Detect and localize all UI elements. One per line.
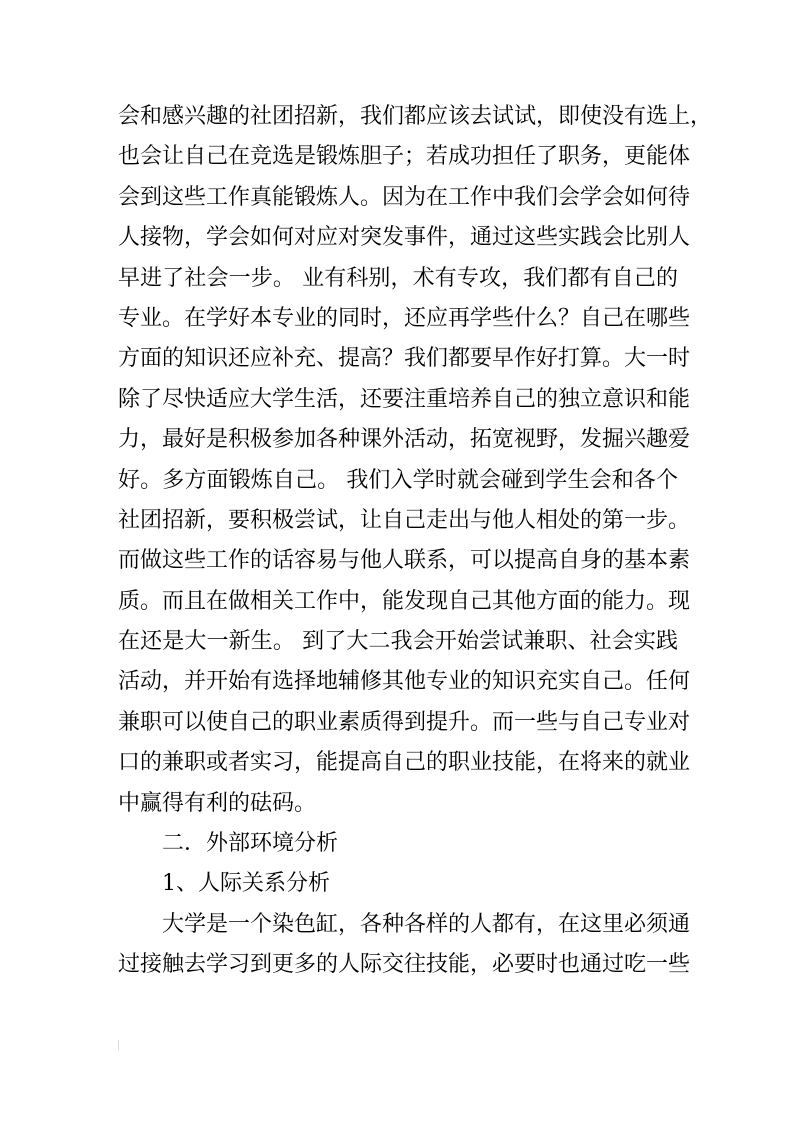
text-line: 口的兼职或者实习，能提高自己的职业技能，在将来的就业 bbox=[118, 750, 691, 776]
text-line: 社团招新，要积极尝试，让自己走出与他人相处的第一步。 bbox=[118, 507, 691, 533]
text-line: 兼职可以使自己的职业素质得到提升。而一些与自己专业对 bbox=[118, 709, 691, 735]
text-line: 而做这些工作的话容易与他人联系，可以提高自身的基本素 bbox=[118, 548, 691, 574]
paragraph-line: 大学是一个染色缸，各种各样的人都有，在这里必须通 bbox=[162, 911, 691, 937]
text-line: 也会让自己在竞选是锻炼胆子；若成功担任了职务，更能体 bbox=[118, 144, 691, 170]
text-line: 人接物，学会如何对应对突发事件，通过这些实践会比别人 bbox=[118, 225, 691, 251]
text-line: 活动，并开始有选择地辅修其他专业的知识充实自己。任何 bbox=[118, 669, 691, 695]
text-line: 会到这些工作真能锻炼人。因为在工作中我们会学会如何待 bbox=[118, 184, 691, 210]
text-line: 质。而且在做相关工作中，能发现自己其他方面的能力。现 bbox=[118, 588, 691, 614]
body-text bbox=[118, 97, 713, 986]
text-line: 力，最好是积极参加各种课外活动，拓宽视野，发掘兴趣爱 bbox=[118, 427, 691, 453]
text-line: 会和感兴趣的社团招新，我们都应该去试试，即使没有选上， bbox=[118, 104, 713, 129]
text-line: 在还是大一新生。 到了大二我会开始尝试兼职、社会实践 bbox=[118, 629, 678, 655]
text-line: 方面的知识还应补充、提高？我们都要早作好打算。大一时 bbox=[118, 346, 691, 372]
text-line: 好。多方面锻炼自己。 我们入学时就会碰到学生会和各个 bbox=[118, 467, 678, 493]
text-line: 除了尽快适应大学生活，还要注重培养自己的独立意识和能 bbox=[118, 386, 691, 412]
section-heading: 二．外部环境分析 bbox=[162, 831, 339, 857]
page-corner-mark bbox=[118, 1040, 119, 1050]
text-line: 专业。在学好本专业的同时，还应再学些什么？自己在哪些 bbox=[118, 305, 691, 331]
paragraph-line: 过接触去学习到更多的人际交往技能，必要时也通过吃一些 bbox=[118, 952, 691, 978]
text-line: 早进了社会一步。 业有科别，术有专攻，我们都有自己的 bbox=[118, 265, 678, 291]
text-line: 中赢得有利的砝码。 bbox=[118, 790, 317, 816]
subsection-heading: 1、人际关系分析 bbox=[162, 871, 330, 897]
